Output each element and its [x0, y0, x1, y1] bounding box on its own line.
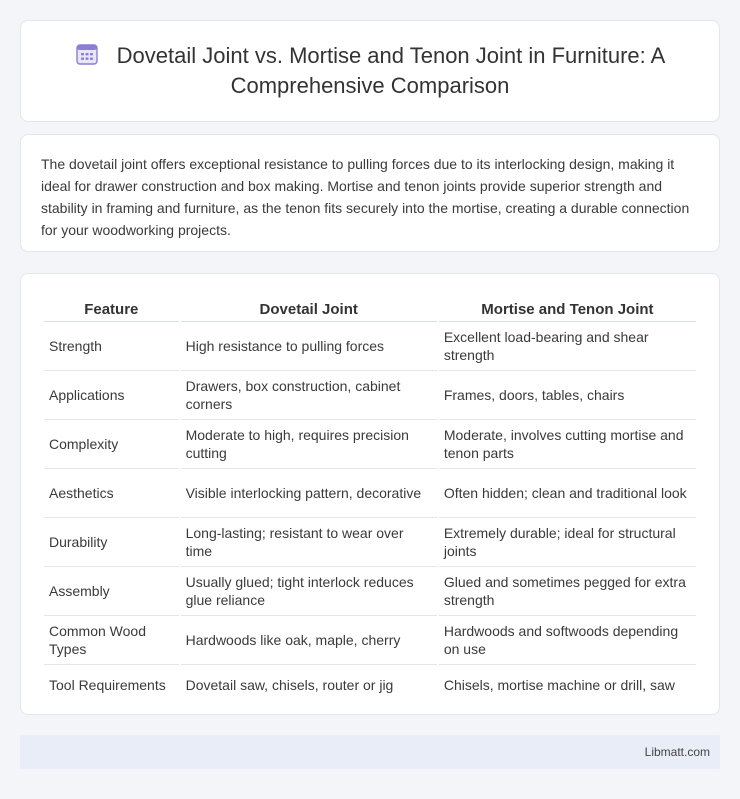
comparison-card: [20, 273, 720, 715]
feature-cell: Assembly: [44, 567, 179, 616]
title-card: [20, 20, 720, 122]
dovetail-cell: Dovetail saw, chisels, router or jig: [185, 676, 394, 693]
comparison-table: [42, 294, 698, 704]
table-row: [44, 567, 696, 616]
table-row: [44, 420, 696, 469]
page-title-text: Dovetail Joint vs. Mortise and Tenon Joint in Furniture: A Comprehensive Comparison: [116, 43, 666, 98]
header-mortise-tenon: Mortise and Tenon Joint: [439, 294, 696, 322]
feature-cell: Strength: [44, 322, 179, 371]
mortise-tenon-cell: Glued and sometimes pegged for extra strength: [439, 567, 696, 616]
summary-card: [20, 134, 720, 252]
dovetail-cell: Hardwoods like oak, maple, cherry: [181, 616, 437, 665]
table-row: [44, 469, 696, 518]
dovetail-cell: Long-lasting; resistant to wear over time: [181, 518, 437, 567]
mortise-tenon-cell: Moderate, involves cutting mortise and tenon parts: [439, 420, 696, 469]
header-dovetail: Dovetail Joint: [181, 294, 437, 322]
dovetail-cell: Drawers, box construction, cabinet corners: [181, 371, 437, 420]
mortise-tenon-cell: Frames, doors, tables, chairs: [439, 371, 696, 420]
table-row: [44, 371, 696, 420]
feature-cell: Applications: [44, 371, 179, 420]
footer-brand-link[interactable]: Libmatt.com: [644, 745, 710, 759]
dovetail-cell: Moderate to high, requires precision cutting: [181, 420, 437, 469]
summary-text: The dovetail joint offers exceptional resistance to pulling forces due to its interlocking design, making it ideal for drawer construction and box making. Mortise and tenon joints provide superior strength and stability in framing and furniture, as the tenon fits securely into the mortise, creating a durable connection for your woodworking projects.: [41, 156, 690, 238]
calendar-icon: [75, 42, 99, 66]
dovetail-cell: Visible interlocking pattern, decorative: [181, 469, 437, 518]
feature-cell: Tool Requirements: [49, 676, 166, 693]
feature-cell: Complexity: [44, 420, 179, 469]
header-feature: Feature: [44, 294, 179, 322]
feature-cell: Durability: [44, 518, 179, 567]
mortise-tenon-cell: Extremely durable; ideal for structural joints: [439, 518, 696, 567]
mortise-tenon-cell: Hardwoods and softwoods depending on use: [439, 616, 696, 665]
table-row: [44, 665, 696, 704]
table-row: [44, 322, 696, 371]
feature-cell: Common Wood Types: [44, 616, 179, 665]
mortise-tenon-cell: Excellent load-bearing and shear strength: [439, 322, 696, 371]
table-row: [44, 616, 696, 665]
feature-cell: Aesthetics: [44, 469, 179, 518]
table-row: [44, 518, 696, 567]
mortise-tenon-cell: Often hidden; clean and traditional look: [439, 469, 696, 518]
dovetail-cell: Usually glued; tight interlock reduces glue reliance: [181, 567, 437, 616]
footer: [20, 735, 720, 769]
dovetail-cell: High resistance to pulling forces: [181, 322, 437, 371]
page-title: [41, 41, 699, 101]
mortise-tenon-cell: Chisels, mortise machine or drill, saw: [443, 676, 675, 693]
table-header-row: [44, 294, 696, 322]
